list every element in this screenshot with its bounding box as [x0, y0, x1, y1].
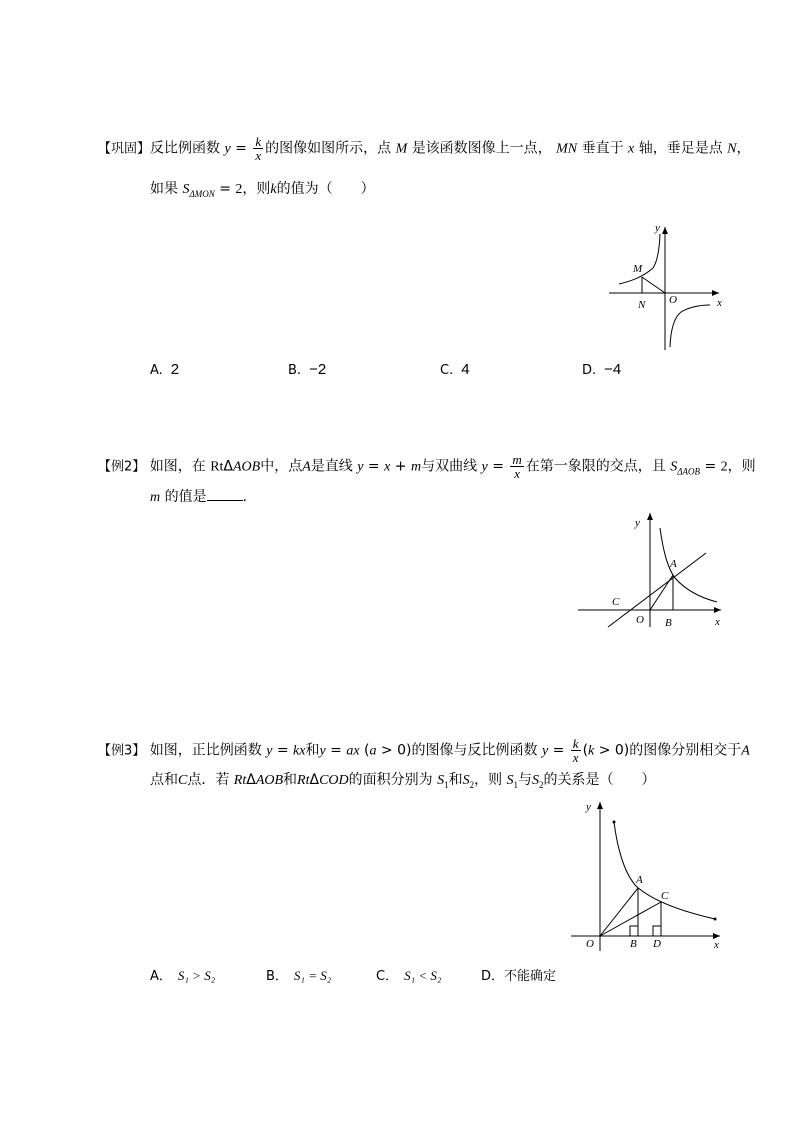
q2-label-B: B — [665, 617, 672, 629]
q3-figure — [568, 798, 728, 956]
q2-figure — [575, 510, 730, 630]
q3-label-x: x — [714, 939, 719, 951]
q2-hyperbola — [660, 528, 717, 602]
q1-option-b[interactable]: B. −2 — [288, 361, 327, 378]
q2-label-A: A — [670, 558, 677, 570]
q1-option-c[interactable]: C. 4 — [440, 361, 470, 378]
q1-text: ， — [736, 140, 751, 157]
q3-text: 的关系是（ ） — [543, 772, 656, 788]
q3-text: 和 — [448, 772, 463, 788]
q1-curve-q2 — [619, 234, 660, 284]
q3-label-B: B — [630, 938, 637, 950]
q1-option-d[interactable]: D. −4 — [582, 361, 622, 378]
q2-text: ，则 — [727, 458, 756, 475]
q1-math-y: y — [224, 141, 231, 157]
q1-label-N: N — [638, 299, 646, 311]
q3-right-angle-D — [653, 926, 661, 936]
q3-right-angle-B — [630, 926, 638, 936]
q3-option-b[interactable]: B． S₁ = S₂ — [266, 968, 332, 984]
q1-text: 垂直于 — [581, 140, 624, 157]
q1-text: 轴，垂足是点 — [638, 140, 723, 157]
q3-option-c[interactable]: C． S₁ < S₂ — [376, 968, 442, 984]
q1-text: 如果 — [150, 181, 178, 197]
q3-hyperbola — [614, 822, 715, 919]
q2-label-O: O — [636, 614, 644, 626]
q2-line2: m 的值是 . — [150, 486, 247, 506]
q3-option-a[interactable]: A． S₁ > S₂ — [150, 968, 216, 984]
q3-line1: 【例3】 如图，正比例函数 y = kx和y = ax (a > 0)的图像与反比例函数 y = $\frac{k}{x}$ (k > 0)的图像分别相交于A — [98, 736, 750, 765]
q1-curve-q4 — [670, 305, 710, 347]
q1-text: 的值为（ ） — [276, 181, 375, 197]
q1-label-M: M — [633, 263, 643, 275]
q1-text: 的图像如图所示，点 — [265, 140, 392, 157]
q1-line2: 如果 $S_{\Delta MON} = 2$，则k的值为（ ） — [150, 181, 375, 199]
q1-figure — [605, 222, 730, 354]
q2-tag: 【例2】 — [98, 459, 146, 475]
q3-option-d[interactable]: D．不能确定 — [481, 969, 557, 984]
q3-label-C: C — [661, 890, 669, 902]
q3-text: 和 — [283, 772, 298, 788]
q3-tag: 【例3】 — [98, 743, 146, 759]
q1-label-O: O — [669, 294, 677, 306]
q2-text: 中，点 — [260, 458, 303, 475]
q1-label-x: x — [717, 297, 722, 309]
q3-text: 的面积分别为 — [348, 772, 433, 788]
q3-label-O: O — [586, 938, 594, 950]
q2-line1: 【例2】 如图，在 RtΔAOB中，点A是直线 y = x + m与双曲线 y = $\frac{m}{x}$ 在第一象限的交点，且 $S_{\Delta AOB} = 2$，则 — [98, 452, 756, 481]
q2-text: 的值是 — [164, 489, 207, 505]
q2-line — [608, 553, 706, 627]
q1-text: 是该函数图像上一点， — [411, 140, 552, 157]
q3-text: 点．若 — [187, 772, 230, 788]
q3-text: 与 — [518, 772, 533, 788]
q2-text: 在第一象限的交点，且 — [525, 458, 666, 475]
q2-label-x: x — [715, 616, 720, 628]
q3-text: 的图像分别相交于 — [629, 742, 742, 759]
q3-label-A: A — [636, 874, 643, 886]
q3-label-y: y — [586, 801, 591, 813]
q2-fraction: $\frac{m}{x}$ — [512, 452, 522, 481]
q2-text: 是直线 — [310, 458, 353, 475]
q2-label-C: C — [612, 596, 620, 608]
q1-text: 反比例函数 — [150, 140, 221, 157]
q1-label-y: y — [655, 222, 660, 234]
q3-fraction: $\frac{k}{x}$ — [572, 736, 579, 765]
q3-text: 和 — [305, 742, 320, 759]
q1-fraction: $\frac{k}{x}$ — [255, 134, 262, 163]
q2-label-y: y — [635, 517, 640, 529]
q2-text: . — [242, 489, 248, 505]
q2-text: 与双曲线 — [421, 458, 478, 475]
q1-segment-MO — [642, 277, 665, 293]
q3-segment-OA — [600, 888, 638, 936]
q2-answer-blank[interactable] — [207, 486, 243, 501]
q1-line1: 【巩固】反比例函数 y = $\frac{k}{x}$ 的图像如图所示，点 M 是该函数图像上一点， MN 垂直于 x 轴，垂足是点 N， — [98, 134, 751, 163]
q2-text: 如图，在 — [149, 458, 206, 475]
q3-text: 如图，正比例函数 — [149, 742, 262, 759]
q3-label-D: D — [653, 938, 661, 950]
q1-option-a[interactable]: A. 2 — [150, 361, 180, 378]
q3-text: 点和 — [150, 772, 178, 788]
q3-text: 的图像与反比例函数 — [411, 742, 538, 759]
q1-tag: 【巩固】 — [98, 141, 151, 157]
q3-text: ，则 — [474, 772, 503, 788]
q1-text: ，则 — [242, 181, 271, 197]
q3-line2: 点和C点．若 RtΔAOB和RtΔCOD的面积分别为 $S_1$和$S_2$，则 $S_1$与$S_2$的关系是（ ） — [150, 772, 656, 790]
